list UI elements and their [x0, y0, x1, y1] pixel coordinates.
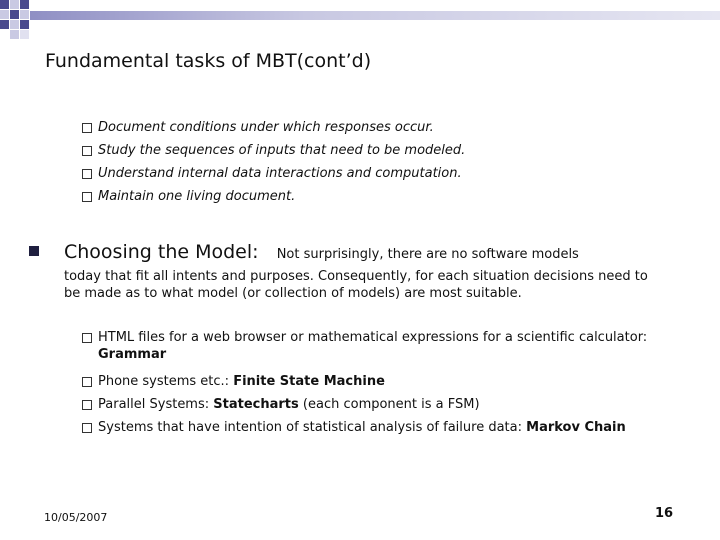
list-item-text: Phone systems etc.: Finite State Machine	[98, 374, 385, 389]
list-item	[82, 373, 385, 390]
list-item-text: Maintain one living document.	[98, 189, 296, 204]
checkbox-bullet-icon	[82, 169, 92, 179]
decorative-header-bar	[30, 11, 720, 20]
slide-title: Fundamental tasks of MBT(cont’d)	[45, 50, 372, 72]
list-item	[82, 396, 480, 413]
list-item	[82, 329, 662, 363]
paragraph-rest: today that fit all intents and purposes. Consequently, for each situation decisions need to be made as to what model (or collection of models) are most suitable.	[64, 269, 648, 301]
model-name: Grammar	[98, 347, 167, 362]
square-bullet-icon	[29, 246, 39, 256]
footer-date: 10/05/2007	[44, 511, 108, 524]
list-item	[82, 165, 462, 182]
checkbox-bullet-icon	[82, 400, 92, 410]
list-item-text: Study the sequences of inputs that need to be modeled.	[98, 143, 466, 158]
list-item-text: Document conditions under which responses occur.	[98, 120, 434, 135]
list-item-text: HTML files for a web browser or mathematical expressions for a scientific calculator: Grammar	[98, 330, 648, 362]
checkbox-bullet-icon	[82, 423, 92, 433]
checkbox-bullet-icon	[82, 333, 92, 343]
list-item-text: Systems that have intention of statistical analysis of failure data: Markov Chain	[98, 420, 626, 435]
model-name: Markov Chain	[526, 420, 626, 435]
decorative-header-squares	[0, 0, 720, 50]
list-item	[82, 419, 626, 436]
list-item-text: Parallel Systems: Statecharts (each component is a FSM)	[98, 397, 480, 412]
checkbox-bullet-icon	[82, 146, 92, 156]
section-heading: Choosing the Model:	[64, 241, 259, 263]
checkbox-bullet-icon	[82, 377, 92, 387]
page-number: 16	[655, 506, 674, 521]
list-item	[82, 119, 434, 136]
main-paragraph	[64, 239, 664, 302]
model-name: Finite State Machine	[233, 374, 385, 389]
checkbox-bullet-icon	[82, 192, 92, 202]
paragraph-first-line: Not surprisingly, there are no software models	[276, 247, 579, 262]
checkbox-bullet-icon	[82, 123, 92, 133]
list-item	[82, 188, 295, 205]
list-item-text: Understand internal data interactions and computation.	[98, 166, 462, 181]
model-name: Statecharts	[213, 397, 299, 412]
list-item	[82, 142, 465, 159]
